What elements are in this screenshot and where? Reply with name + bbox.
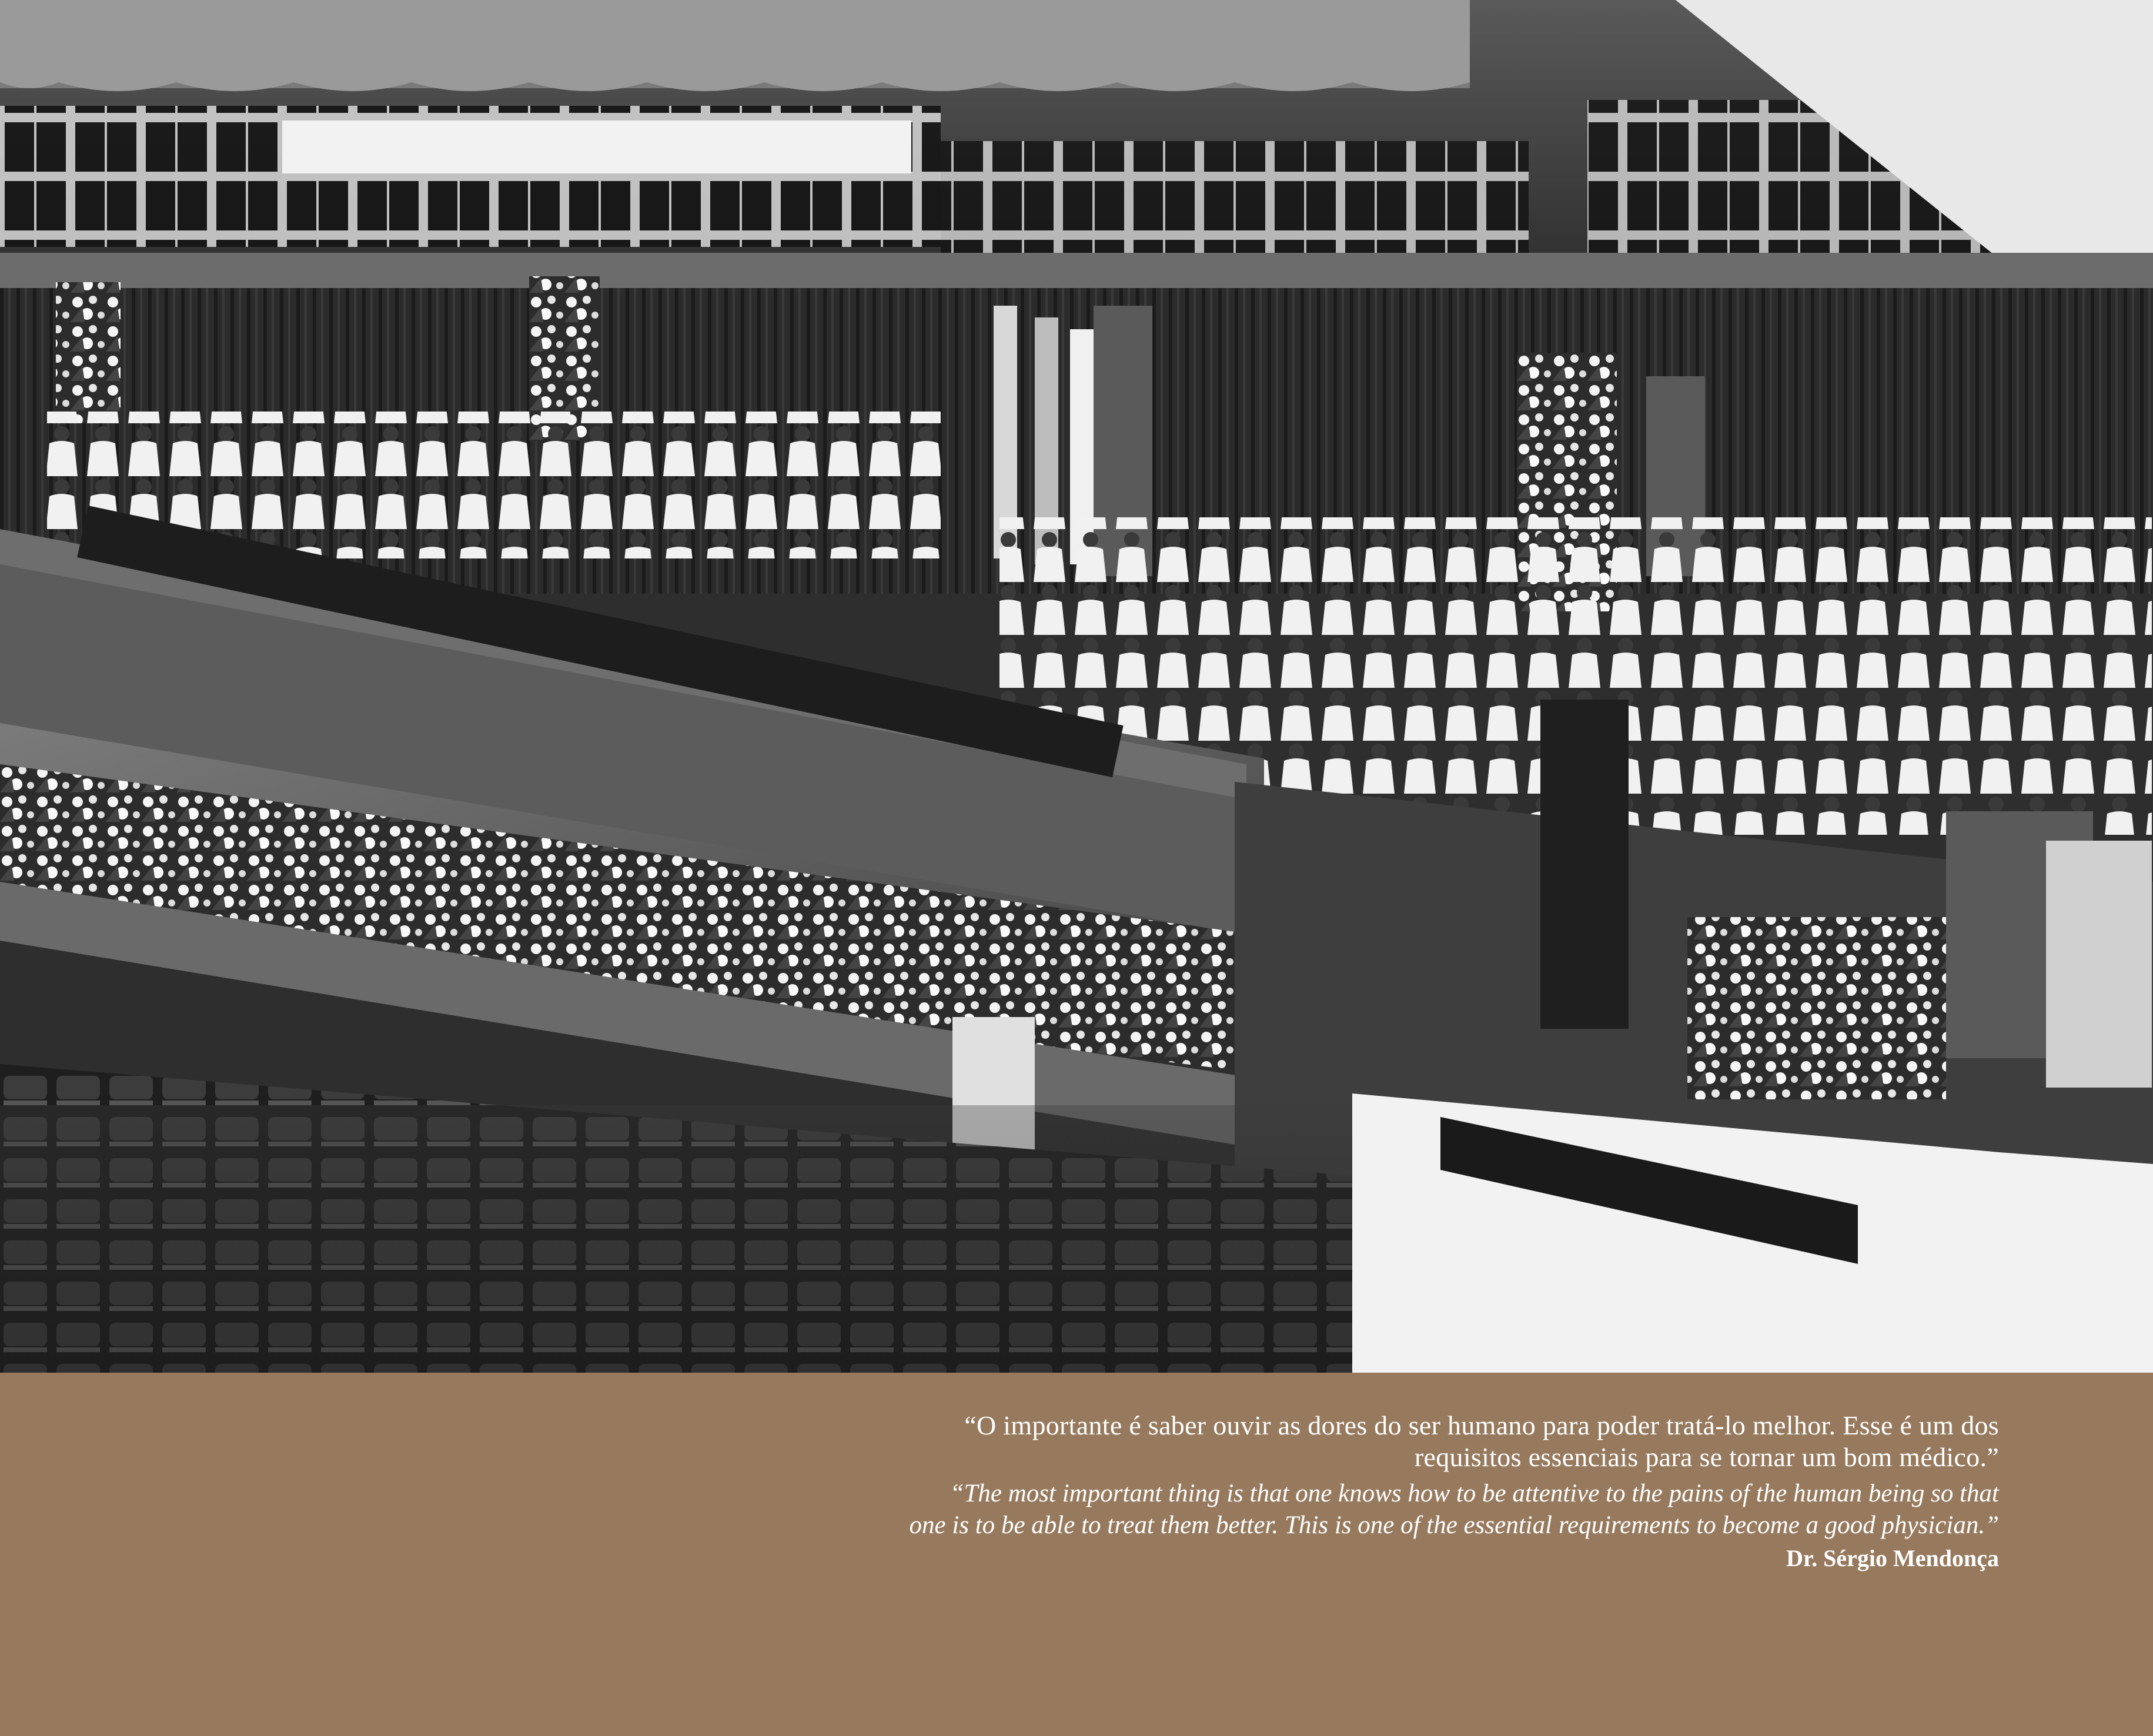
quote-en-line: one is to be able to treat them better. This is one of the essential requirements to become a good physician.” bbox=[909, 1511, 1999, 1539]
quote-portuguese bbox=[588, 1410, 1999, 1473]
quote-pt-line: “O importante é saber ouvir as dores do ser humano para poder tratá-lo melhor. Esse é um dos bbox=[964, 1410, 1999, 1440]
quote-english bbox=[588, 1478, 1999, 1541]
quote-en-line: “The most important thing is that one knows how to be attentive to the pains of the human being so that bbox=[950, 1480, 1999, 1507]
quote-author: Dr. Sérgio Mendonça bbox=[1786, 1545, 1999, 1571]
quote-caption bbox=[588, 1410, 1999, 1574]
quote-pt-line: requisitos essenciais para se tornar um bom médico.” bbox=[1414, 1442, 1999, 1472]
